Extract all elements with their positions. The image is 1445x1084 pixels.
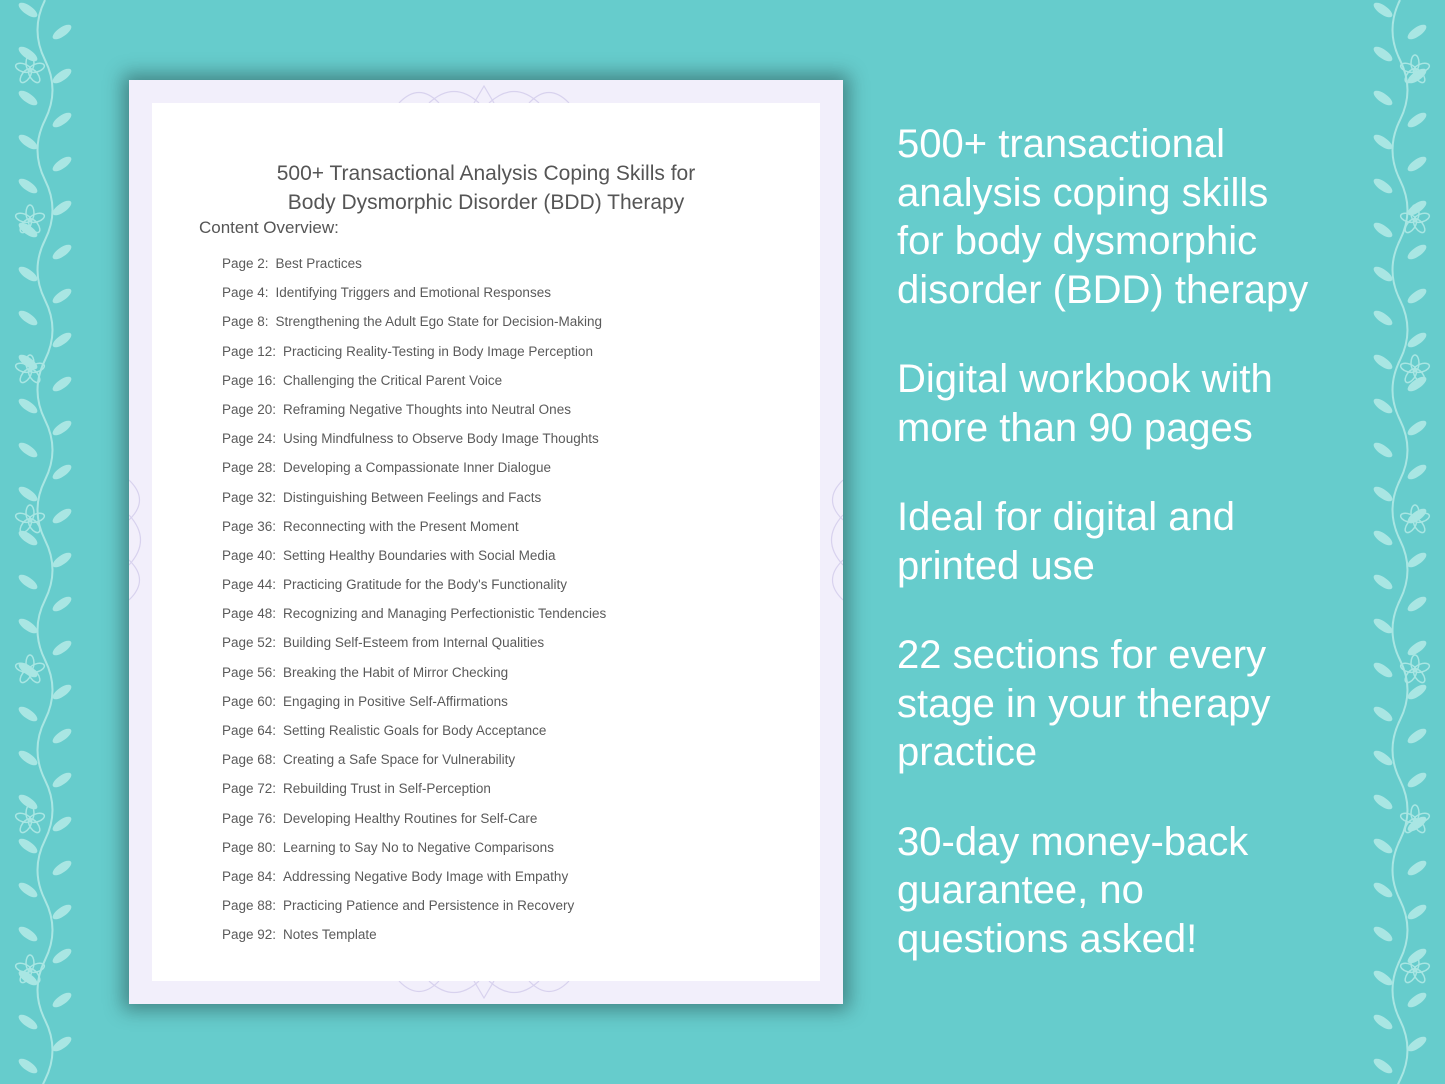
toc-item — [222, 664, 606, 693]
toc-section-title: Strengthening the Adult Ego State for Decision-Making — [275, 314, 602, 330]
toc-page-number: Page 20: — [222, 401, 277, 417]
toc-item — [222, 459, 606, 488]
mandala-left-decoration — [129, 460, 152, 620]
feature-item — [897, 818, 1417, 964]
toc-item — [222, 255, 606, 284]
toc-section-title: Engaging in Positive Self-Affirmations — [283, 693, 508, 709]
toc-page-number: Page 60: — [222, 693, 277, 709]
feature-list — [897, 120, 1417, 1004]
toc-section-title: Setting Realistic Goals for Body Acceptance — [283, 723, 547, 738]
toc-section-title: Challenging the Critical Parent Voice — [283, 372, 503, 388]
toc-item — [222, 343, 606, 372]
toc-section-title: Using Mindfulness to Observe Body Image Thoughts — [283, 431, 599, 447]
floral-vine-left-decoration — [0, 0, 90, 1084]
feature-line: stage in your therapy — [897, 681, 1271, 726]
toc-section-title: Building Self-Esteem from Internal Qualities — [283, 635, 545, 651]
toc-page-number: Page 64: — [222, 723, 277, 738]
toc-page-number: Page 36: — [222, 518, 277, 534]
toc-section-title: Identifying Triggers and Emotional Responses — [275, 285, 551, 301]
toc-page-number: Page 72: — [222, 781, 277, 797]
mandala-top-decoration — [379, 80, 589, 103]
toc-page-number: Page 4: — [222, 285, 269, 301]
toc-item — [222, 810, 606, 839]
feature-line: disorder (BDD) therapy — [897, 267, 1309, 312]
toc-page-number: Page 48: — [222, 606, 277, 622]
toc-section-title: Developing a Compassionate Inner Dialogue — [283, 460, 551, 476]
feature-line: for body dysmorphic — [897, 219, 1258, 263]
document-title-line-1: 500+ Transactional Analysis Coping Skills for — [276, 162, 696, 185]
mandala-bottom-decoration — [379, 981, 589, 1004]
toc-section-title: Creating a Safe Space for Vulnerability — [283, 752, 516, 768]
toc-page-number: Page 28: — [222, 460, 277, 476]
toc-item — [222, 722, 606, 751]
toc-item — [222, 430, 606, 459]
toc-page-number: Page 12: — [222, 343, 277, 359]
toc-item — [222, 489, 606, 518]
toc-item — [222, 751, 606, 780]
toc-page-number: Page 84: — [222, 868, 277, 884]
feature-line: printed use — [897, 543, 1095, 588]
feature-item — [897, 120, 1417, 314]
toc-item — [222, 605, 606, 634]
feature-item — [897, 631, 1417, 777]
toc-page-number: Page 2: — [222, 256, 269, 271]
feature-line: 500+ transactional — [897, 122, 1226, 166]
toc-item — [222, 313, 606, 342]
toc-item — [222, 518, 606, 547]
feature-item — [897, 493, 1417, 590]
toc-page-number: Page 68: — [222, 752, 277, 768]
toc-item — [222, 401, 606, 430]
toc-section-title: Practicing Reality-Testing in Body Image Perception — [283, 343, 593, 359]
toc-item — [222, 634, 606, 663]
toc-item — [222, 897, 606, 926]
feature-line: 30-day money-back — [897, 819, 1249, 864]
toc-section-title: Reframing Negative Thoughts into Neutral Ones — [283, 401, 571, 417]
feature-line: Digital workbook with — [897, 357, 1273, 401]
toc-section-title: Reconnecting with the Present Moment — [283, 518, 519, 534]
toc-item — [222, 284, 606, 313]
feature-line: Ideal for digital and — [897, 495, 1236, 539]
feature-item — [897, 355, 1417, 452]
toc-item — [222, 372, 606, 401]
toc-item — [222, 780, 606, 809]
table-of-contents — [222, 255, 606, 956]
toc-page-number: Page 32: — [222, 489, 277, 505]
toc-page-number: Page 40: — [222, 547, 277, 563]
toc-page-number: Page 52: — [222, 635, 277, 651]
workbook-page-preview — [129, 80, 843, 1004]
mandala-right-decoration — [820, 460, 843, 620]
toc-page-number: Page 44: — [222, 577, 277, 593]
document-title-line-2: Body Dysmorphic Disorder (BDD) Therapy — [287, 191, 685, 214]
toc-page-number: Page 16: — [222, 372, 277, 388]
toc-section-title: Developing Healthy Routines for Self-Care — [283, 810, 538, 826]
toc-section-title: Addressing Negative Body Image with Empathy — [283, 868, 569, 884]
toc-page-number: Page 92: — [222, 927, 277, 943]
toc-page-number: Page 80: — [222, 839, 277, 855]
toc-page-number: Page 8: — [222, 314, 269, 330]
toc-item — [222, 576, 606, 605]
toc-page-number: Page 88: — [222, 898, 277, 914]
page-content — [152, 103, 820, 981]
toc-section-title: Recognizing and Managing Perfectionistic Tendencies — [283, 606, 607, 622]
feature-line: 22 sections for every — [897, 633, 1267, 677]
feature-line: guarantee, no — [897, 868, 1144, 912]
toc-page-number: Page 56: — [222, 664, 277, 680]
toc-page-number: Page 24: — [222, 431, 277, 447]
feature-line: more than 90 pages — [897, 405, 1253, 450]
content-overview-label: Content Overview: — [199, 218, 339, 237]
toc-section-title: Notes Template — [283, 927, 377, 943]
toc-item — [222, 839, 606, 868]
toc-section-title: Setting Healthy Boundaries with Social Media — [283, 547, 556, 563]
document-title — [152, 159, 820, 217]
toc-item — [222, 926, 606, 955]
toc-section-title: Best Practices — [275, 256, 362, 271]
toc-section-title: Practicing Gratitude for the Body's Functionality — [283, 577, 568, 593]
toc-page-number: Page 76: — [222, 810, 277, 826]
toc-section-title: Rebuilding Trust in Self-Perception — [283, 781, 491, 797]
feature-line: questions asked! — [897, 916, 1198, 961]
toc-section-title: Practicing Patience and Persistence in Recovery — [283, 898, 575, 914]
toc-section-title: Learning to Say No to Negative Comparisons — [283, 839, 554, 855]
toc-section-title: Distinguishing Between Feelings and Facts — [283, 489, 542, 505]
toc-item — [222, 693, 606, 722]
feature-line: practice — [897, 730, 1038, 774]
toc-item — [222, 868, 606, 897]
toc-item — [222, 547, 606, 576]
feature-line: analysis coping skills — [897, 170, 1269, 215]
toc-section-title: Breaking the Habit of Mirror Checking — [283, 664, 509, 680]
